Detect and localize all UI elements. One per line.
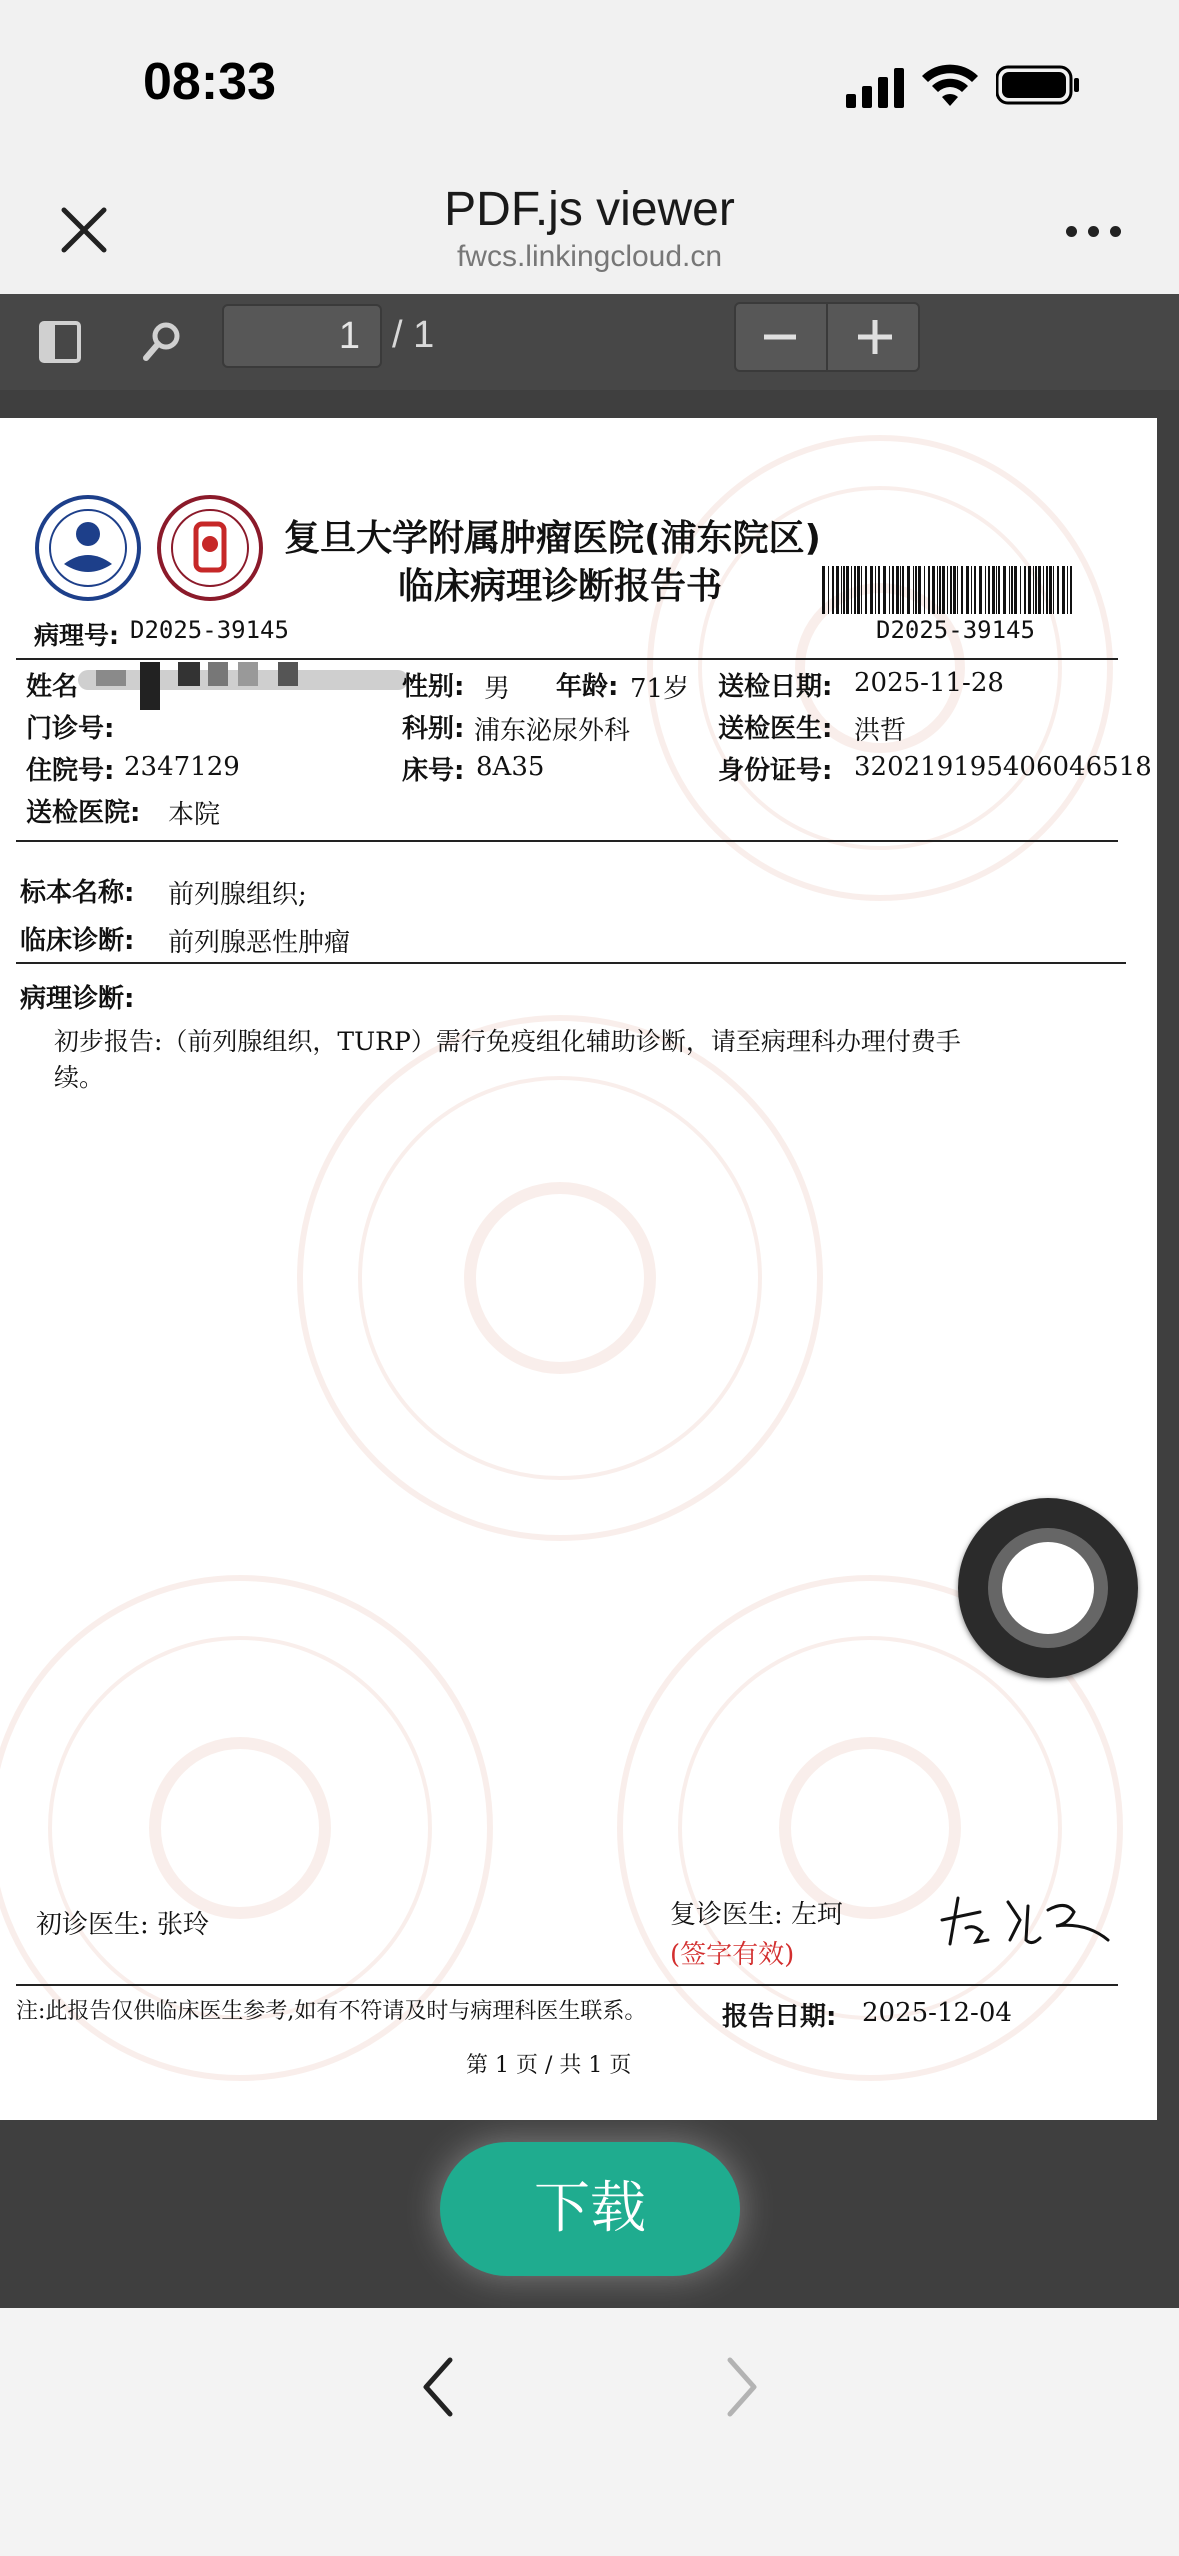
send-date-value: 2025-11-28 [854,668,1004,698]
barcode-bar [1033,566,1034,614]
barcode-bar [896,566,899,614]
barcode-bar [1070,566,1072,614]
bottom-nav-bar [0,2308,1179,2556]
forward-icon[interactable] [718,2352,766,2422]
barcode-bar [1046,566,1048,614]
watermark-seal [290,1008,830,1548]
barcode-bar [1024,566,1026,614]
pathology-diagnosis-label: 病理诊断: [20,984,135,1014]
cellular-signal-icon [846,68,908,108]
footer-note: 注:此报告仅供临床医生参考,如有不符请及时与病理科医生联系。 [16,1999,647,2024]
handwritten-signature [936,1880,1116,1960]
gender-label: 性别: [402,672,465,702]
barcode-bar [828,566,829,614]
bed-label: 床号: [402,756,465,786]
status-time: 08:33 [143,53,276,111]
signature-valid-note: (签字有效) [670,1940,795,1970]
barcode-bar [851,566,852,614]
hospital-name: 复旦大学附属肿瘤医院(浦东院区) [284,518,821,559]
barcode-bar [822,566,825,614]
barcode-bar [1067,566,1068,614]
barcode-bar [892,566,894,614]
barcode-bar [836,566,839,614]
specimen-label: 标本名称: [20,878,135,908]
barcode-bar [957,566,958,614]
barcode-bar [902,566,904,614]
page-total: / 1 [392,314,435,356]
barcode-bar [950,566,952,614]
barcode-bar [918,566,921,614]
report-title: 临床病理诊断报告书 [398,566,723,607]
barcode-bar [843,566,845,614]
age-value: 71岁 [630,674,690,704]
zoom-out-icon[interactable] [762,322,798,352]
barcode-bar [889,566,890,614]
inpatient-value: 2347129 [124,752,240,782]
pathology-no-label: 病理号: [34,621,119,650]
search-icon[interactable] [142,320,184,362]
bed-value: 8A35 [476,752,545,782]
barcode-bar [1035,566,1037,614]
barcode-bar [947,566,948,614]
more-icon[interactable] [1062,220,1126,244]
barcode-bar [992,566,995,614]
pathology-diagnosis-line1: 初步报告:（前列腺组织，TURP）需行免疫组化辅助诊断，请至病理科办理付费手 [54,1027,961,1056]
barcode-text: D2025-39145 [876,616,1035,644]
pdf-toolbar [0,294,1179,392]
pdf-page [0,418,1157,2120]
barcode-bar [966,566,969,614]
barcode-bar [1043,566,1044,614]
initial-doctor: 初诊医生: 张玲 [36,1910,210,1940]
barcode-bar [1009,566,1010,614]
barcode-bar [1049,566,1052,614]
barcode-bar [974,566,976,614]
barcode-bar [942,566,945,614]
page-url: fwcs.linkingcloud.cn [456,240,723,273]
barcode-bar [1057,566,1059,614]
barcode-bar [932,566,935,614]
barcode-bar [857,566,860,614]
barcode-bar [1003,566,1006,614]
barcode-bar [988,566,990,614]
barcode-bar [979,566,982,614]
barcode-bar [865,566,867,614]
barcode-bar [1014,566,1017,614]
sidebar-toggle-icon[interactable] [38,320,82,364]
pathology-no-value: D2025-39145 [130,616,289,644]
assistive-touch-button[interactable] [958,1498,1138,1678]
outpatient-label: 门诊号: [26,714,115,744]
hospital-logo [34,494,142,602]
review-doctor: 复诊医生: 左珂 [670,1900,844,1930]
download-button[interactable]: 下载 [440,2142,740,2276]
barcode-bar [900,566,901,614]
barcode [822,566,1078,614]
pathology-diagnosis-line2: 续。 [54,1063,105,1092]
pathology-dept-logo [156,494,264,602]
barcode-bar [870,566,873,614]
redacted-name [78,640,408,710]
barcode-bar [861,566,862,614]
barcode-bar [1020,566,1021,614]
divider [16,962,1126,964]
name-label: 姓名 [26,672,79,702]
divider [16,1984,1118,1986]
browser-header [0,160,1179,294]
page-footer: 第 1 页 / 共 1 页 [466,2053,632,2078]
barcode-bar [971,566,972,614]
barcode-bar [1038,566,1041,614]
barcode-bar [907,566,910,614]
barcode-bar [846,566,849,614]
dept-value: 浦东泌尿外科 [474,716,631,746]
inpatient-label: 住院号: [26,756,115,786]
report-date-label: 报告日期: [722,2002,837,2032]
report-date-value: 2025-12-04 [862,1998,1012,2028]
barcode-bar [841,566,842,614]
barcode-bar [832,566,834,614]
id-value: 320219195406046518 [854,752,1152,782]
specimen-value: 前列腺组织; [168,880,307,910]
id-label: 身份证号: [718,756,833,786]
barcode-bar [998,566,1000,614]
wifi-icon [922,64,978,106]
barcode-bar [953,566,956,614]
barcode-bar [878,566,880,614]
page-number-input[interactable]: 1 [222,304,382,368]
barcode-bar [928,566,930,614]
barcode-bar [915,566,917,614]
barcode-bar [913,566,914,614]
barcode-bar [924,566,925,614]
clinical-diagnosis-label: 临床诊断: [20,926,135,956]
barcode-bar [854,566,856,614]
send-doctor-label: 送检医生: [718,714,833,744]
barcode-bar [1011,566,1013,614]
status-bar [0,0,1179,160]
barcode-bar [939,566,941,614]
barcode-bar [883,566,886,614]
clinical-diagnosis-value: 前列腺恶性肿瘤 [168,928,351,958]
back-icon[interactable] [414,2352,462,2422]
barcode-bar [961,566,963,614]
barcode-bar [875,566,876,614]
battery-icon [996,64,1082,106]
gender-value: 男 [484,674,511,704]
dept-label: 科别: [402,714,465,744]
zoom-controls [734,302,920,372]
barcode-bar [1053,566,1054,614]
send-date-label: 送检日期: [718,672,833,702]
barcode-bar [985,566,986,614]
divider [16,840,1118,842]
age-label: 年龄: [556,672,619,702]
send-hospital-value: 本院 [168,800,221,830]
send-hospital-label: 送检医院: [26,798,141,828]
barcode-bar [937,566,938,614]
barcode-bar [996,566,997,614]
barcode-bar [1028,566,1031,614]
page-title: PDF.js viewer [444,183,735,236]
barcode-bar [1062,566,1065,614]
send-doctor-value: 洪哲 [854,716,907,746]
zoom-in-icon[interactable] [856,318,894,356]
